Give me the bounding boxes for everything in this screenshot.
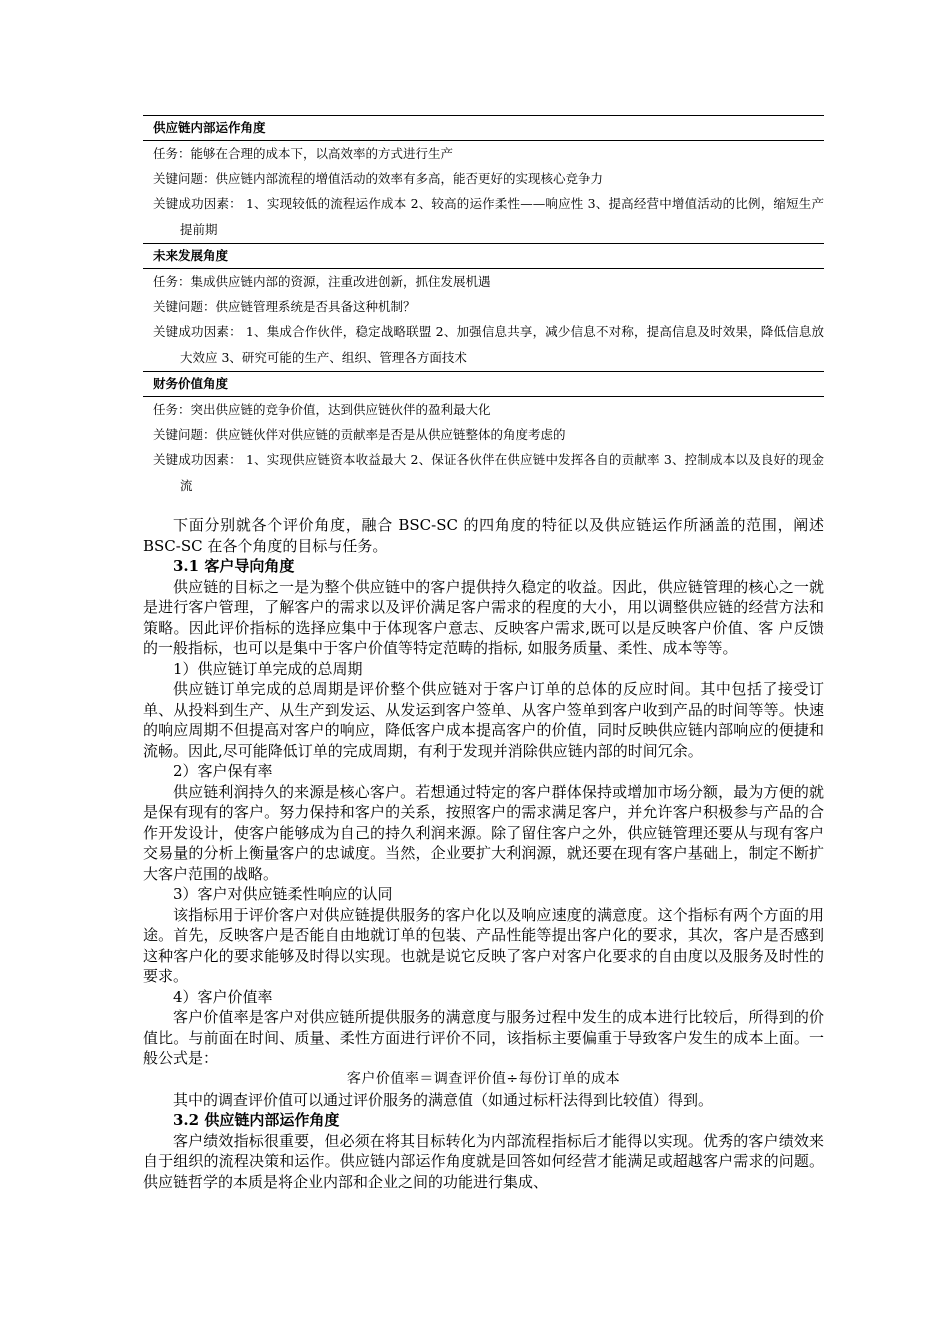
question-row: 关键问题：供应链内部流程的增值活动的效率有多高，能否更好的实现核心竞争力 xyxy=(153,171,604,186)
formula: 客户价值率＝调查评价值÷每份订单的成本 xyxy=(346,1070,621,1087)
section-heading-3-2: 3.2 供应链内部运作角度 xyxy=(173,1111,340,1129)
paragraph: 供应链利润持久的来源是核心客户。若想通过特定的客户群体保持或增加市场分额，最为方便的就是保有现有的客户。努力保持和客户的关系，按照客户的需求满足客户，并允许客户积极参与产品的合作开发设计，使客户能够成为自己的持久利润来源。除了留住客户之外，供应链管理还要从与现有客户交易量的分析上衡量客户的忠诚度。当然，企业要扩大利润源，就还要在现有客户基础上，制定不断扩大客户范围的战略。 xyxy=(143,782,824,883)
subheading: 2）客户保有率 xyxy=(173,762,273,780)
paragraph: 该指标用于评价客户对供应链提供服务的客户化以及响应速度的满意度。这个指标有两个方面的用途。首先，反映客户是否能自由地就订单的包装、产品性能等提出客户化的要求，其次，客户是否感到这种客户化的要求能够及时得以实现。也就是说它反映了客户对客户化要求的自由度以及服务及时性的要求。 xyxy=(143,905,824,985)
paragraph: 供应链订单完成的总周期是评价整个供应链对于客户订单的总体的反应时间。其中包括了接受订单、从投料到生产、从生产到发运、从发运到客户签单、从客户签单到客户收到产品的时间等等。快速的响应周期不但提高对客户的响应，降低客户成本提高客户的价值，同时反映供应链内部响应的便捷和流畅。因此,尽可能降低订单的完成周期，有利于发现并消除供应链内部的时间冗余。 xyxy=(143,680,824,760)
question-row: 关键问题：供应链伙伴对供应链的贡献率是否是从供应链整体的角度考虑的 xyxy=(153,427,566,442)
task-row: 任务：集成供应链内部的资源，注重改进创新，抓住发展机遇 xyxy=(153,274,491,289)
paragraph: 其中的调查评价值可以通过评价服务的满意值（如通过标杆法得到比较值）得到。 xyxy=(173,1090,714,1109)
subheading: 1）供应链订单完成的总周期 xyxy=(173,659,363,678)
question-row: 关键问题：供应链管理系统是否具备这种机制？ xyxy=(153,299,416,314)
paragraph: 客户价值率是客户对供应链所提供服务的满意度与服务过程中发生的成本进行比较后，所得到的价值比。与前面在时间、质量、柔性方面进行评价不同，该指标主要偏重于导致客户发生的成本上面。一般公式是： xyxy=(143,1008,824,1067)
subheading: 4）客户价值率 xyxy=(173,987,273,1006)
factors-row: 关键成功因素： 1、集成合作伙伴，稳定战略联盟 2、加强信息共享，减少信息不对称，提高信息及时效果，降低信息放大效应 3、研究可能的生产、组织、管理各方面技术 xyxy=(153,324,824,365)
paragraph: 客户绩效指标很重要，但必须在将其目标转化为内部流程指标后才能得以实现。优秀的客户绩效来自于组织的流程决策和运作。供应链内部运作角度就是回答如何经营才能满足或超越客户需求的问题。供应链哲学的本质是将企业内部和企业之间的功能进行集成、 xyxy=(143,1131,824,1191)
paragraph: 供应链的目标之一是为整个供应链中的客户提供持久稳定的收益。因此，供应链管理的核心之一就是进行客户管理，了解客户的需求以及评价满足客户需求的程度的大小，用以调整供应链的经营方法和策略。因此评价指标的选择应集中于体现客户意志、反映客户需求,既可以是反映客户价值、客 户反馈的一般指标，也可以是集中于客户价值等特定范畴的指标, 如服务质量、柔性、成本等等。 xyxy=(143,577,824,657)
section-heading-3-1: 3.1 客户导向角度 xyxy=(173,557,295,575)
perspective-table xyxy=(143,115,824,499)
body-text xyxy=(143,515,824,1192)
task-row: 任务：能够在合理的成本下，以高效率的方式进行生产 xyxy=(153,146,454,161)
section-heading: 未来发展角度 xyxy=(143,243,824,269)
task-row: 任务：突出供应链的竞争价值，达到供应链伙伴的盈利最大化 xyxy=(153,402,491,417)
intro-paragraph: 下面分别就各个评价角度，融合 BSC-SC 的四角度的特征以及供应链运作所涵盖的范围，阐述 BSC-SC 在各个角度的目标与任务。 xyxy=(143,516,824,555)
section-heading: 供应链内部运作角度 xyxy=(143,115,824,141)
section-heading: 财务价值角度 xyxy=(143,371,824,397)
factors-row: 关键成功因素： 1、实现供应链资本收益最大 2、保证各伙伴在供应链中发挥各自的贡献率 3、控制成本以及良好的现金流 xyxy=(153,452,824,493)
factors-row: 关键成功因素： 1、实现较低的流程运作成本 2、较高的运作柔性——响应性 3、提高经营中增值活动的比例，缩短生产提前期 xyxy=(153,196,824,237)
subheading: 3）客户对供应链柔性响应的认同 xyxy=(173,885,393,903)
